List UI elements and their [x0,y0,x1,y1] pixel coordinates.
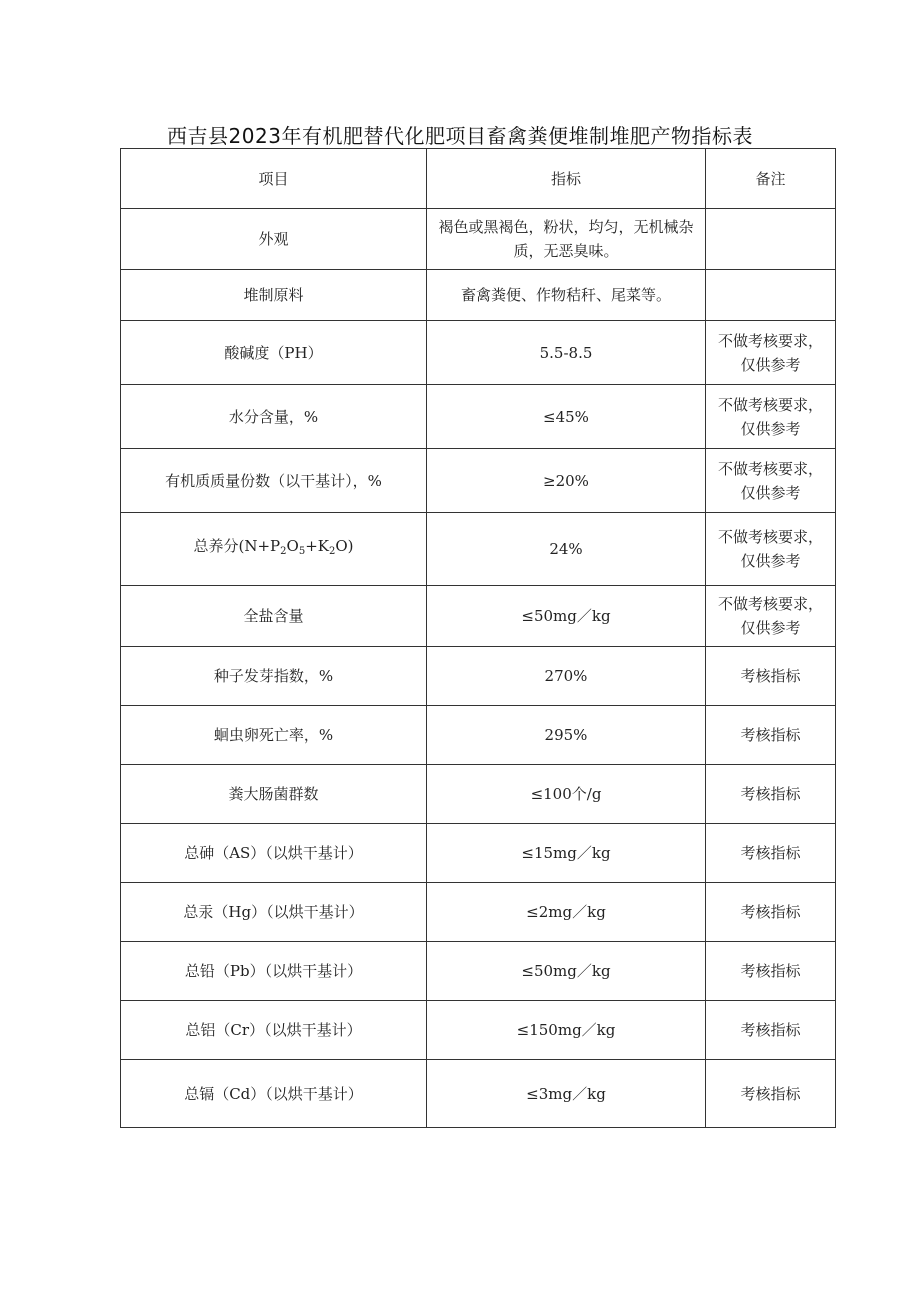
row-remark [706,270,836,321]
item-text: +K [305,537,329,555]
table-row [121,824,836,883]
row-item: 蛔虫卵死亡率，% [121,706,427,765]
header-item: 项目 [121,149,427,209]
subscript: 2 [280,546,287,557]
row-remark: 考核指标 [706,942,836,1001]
indicator-table [120,148,836,1128]
row-indicator: ≤3mg／kg [427,1060,706,1128]
page-title: 西吉县2023年有机肥替代化肥项目畜禽粪便堆制堆肥产物指标表 [167,124,753,148]
table-row [121,647,836,706]
row-item: 粪大肠菌群数 [121,765,427,824]
item-text: O [286,537,299,555]
row-remark: 考核指标 [706,647,836,706]
row-item: 酸碱度（PH） [121,321,427,385]
row-item: 外观 [121,209,427,270]
row-remark: 考核指标 [706,706,836,765]
subscript: 2 [328,546,336,557]
table-row [121,449,836,513]
row-indicator: 褐色或黑褐色，粉状，均匀，无机械杂质，无恶臭味。 [427,209,706,270]
row-item [121,513,427,586]
row-remark: 考核指标 [706,1060,836,1128]
row-item: 总铅（Pb）（以烘干基计） [121,942,427,1001]
row-indicator: ≤50mg／kg [427,942,706,1001]
table-row [121,513,836,586]
row-remark: 不做考核要求，仅供参考 [706,586,836,647]
table-row [121,586,836,647]
row-item: 总镉（Cd）（以烘干基计） [121,1060,427,1128]
row-remark: 不做考核要求，仅供参考 [706,321,836,385]
row-remark: 考核指标 [706,1001,836,1060]
row-remark: 考核指标 [706,883,836,942]
row-item: 水分含量，% [121,385,427,449]
header-remark: 备注 [706,149,836,209]
table-row [121,1060,836,1128]
row-indicator: ≤150mg／kg [427,1001,706,1060]
table-header-row [121,149,836,209]
row-item: 总砷（AS）（以烘干基计） [121,824,427,883]
item-text: O) [335,537,354,555]
row-remark: 不做考核要求，仅供参考 [706,513,836,586]
row-item: 全盐含量 [121,586,427,647]
row-indicator: ≤15mg／kg [427,824,706,883]
table-row [121,765,836,824]
row-item: 总汞（Hg）（以烘干基计） [121,883,427,942]
table-row [121,706,836,765]
table-row [121,270,836,321]
row-indicator: 24% [427,513,706,586]
row-remark: 考核指标 [706,824,836,883]
row-remark: 不做考核要求，仅供参考 [706,385,836,449]
row-remark: 考核指标 [706,765,836,824]
row-item: 有机质质量份数（以干基计），% [121,449,427,513]
table-row [121,883,836,942]
row-indicator: ≤2mg／kg [427,883,706,942]
table-row [121,1001,836,1060]
row-indicator: ≤45% [427,385,706,449]
row-item: 堆制原料 [121,270,427,321]
row-indicator: 270% [427,647,706,706]
row-remark: 不做考核要求，仅供参考 [706,449,836,513]
row-indicator: 畜禽粪便、作物秸秆、尾菜等。 [427,270,706,321]
row-indicator: 295% [427,706,706,765]
row-item: 总铝（Cr）（以烘干基计） [121,1001,427,1060]
row-remark [706,209,836,270]
row-item: 种子发芽指数，% [121,647,427,706]
table-row [121,942,836,1001]
row-indicator: ≥20% [427,449,706,513]
table-row [121,321,836,385]
subscript: 5 [298,546,306,557]
row-indicator: 5.5-8.5 [427,321,706,385]
item-text: 总养分(N+P [193,537,281,555]
row-indicator: ≤50mg／kg [427,586,706,647]
table-row [121,209,836,270]
table-row [121,385,836,449]
header-indicator: 指标 [427,149,706,209]
row-indicator: ≤100个/g [427,765,706,824]
